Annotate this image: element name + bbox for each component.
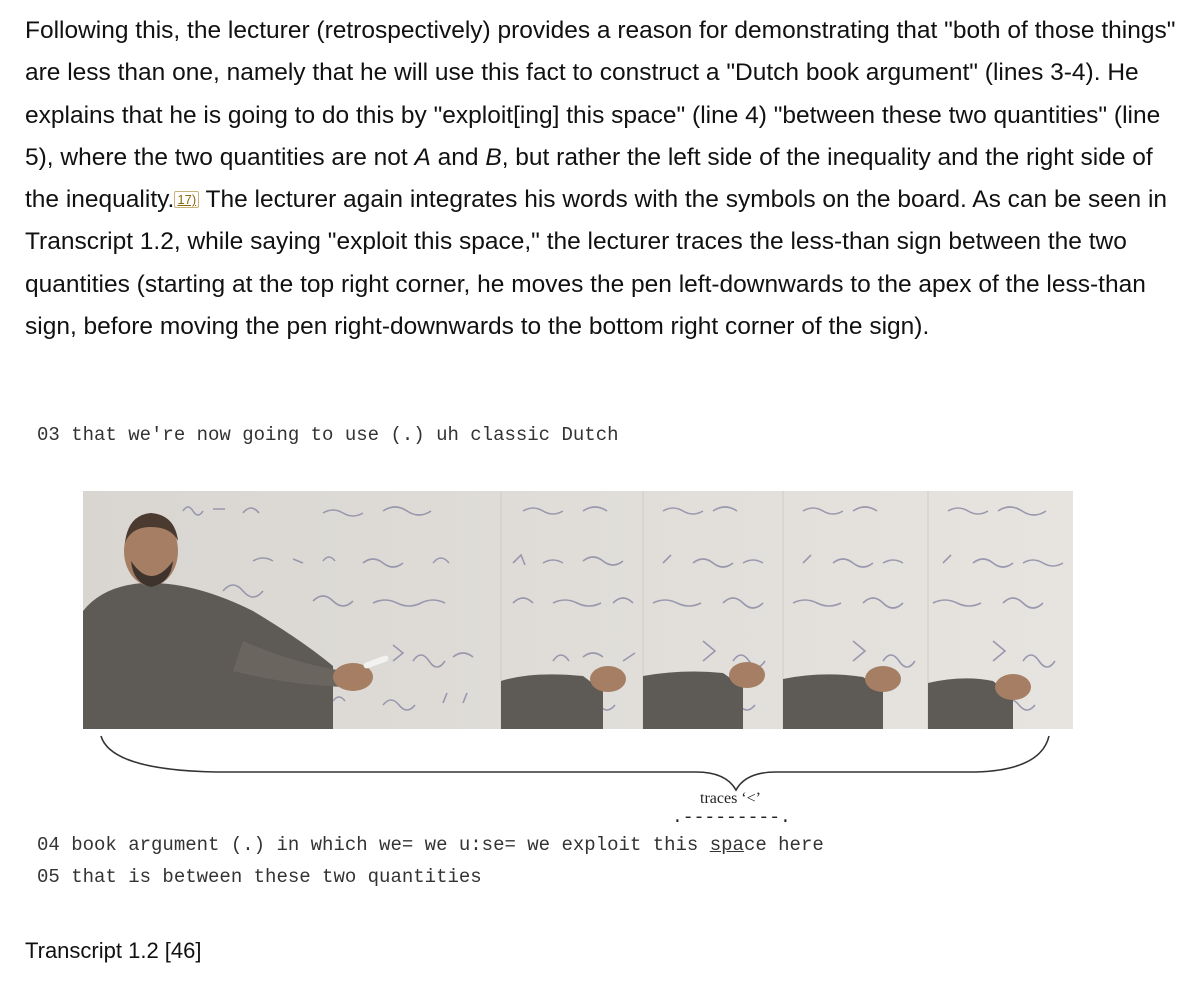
body-paragraph [25,10,1185,348]
variable-b: B [485,143,502,171]
footnote-link[interactable]: 17) [174,191,199,208]
paragraph-text: and [430,143,486,171]
video-frames-image [83,491,1073,729]
transcript-line-05: 05 that is between these two quantities [37,866,482,888]
paragraph-text: , but rather the left side of the inequality and the right side of the inequality. [25,143,1153,214]
line04-underlined-text: spa [709,834,744,856]
line04-text-end: ce here [743,834,824,856]
variable-a: A [414,143,431,171]
dash-mark: .---------. [672,808,791,828]
curly-brace [96,728,1056,798]
line04-text: 04 book argument (.) in which we= we u:se= we exploit this [37,834,710,856]
transcript-line-04 [37,834,824,856]
figure-caption: Transcript 1.2 [46] [25,938,202,963]
paragraph-text: The lecturer again integrates his words with the symbols on the board. As can be seen in Transcript 1.2, while saying "exploit this space," the lecturer traces the less-than sign between the two quantities (starting at the top right corner, he moves the pen left-downwards to the apex of the less-than sign, before moving the pen right-downwards to the bottom right corner of the sign). [25,186,1168,341]
brace-label: traces ‘<’ [700,790,761,807]
paragraph-text: Following this, the lecturer (retrospectively) provides a reason for demonstrating that "both of those things" are less than one, namely that he will use this fact to construct a "Dutch book argument" (lines 3-4). He explains that he is going to do this by "exploit[ing] this space" (line 4) "between these two quantities" (line 5), where the two quantities are not [25,17,1176,171]
transcript-line-03: 03 that we're now going to use (.) uh classic Dutch [37,424,619,446]
